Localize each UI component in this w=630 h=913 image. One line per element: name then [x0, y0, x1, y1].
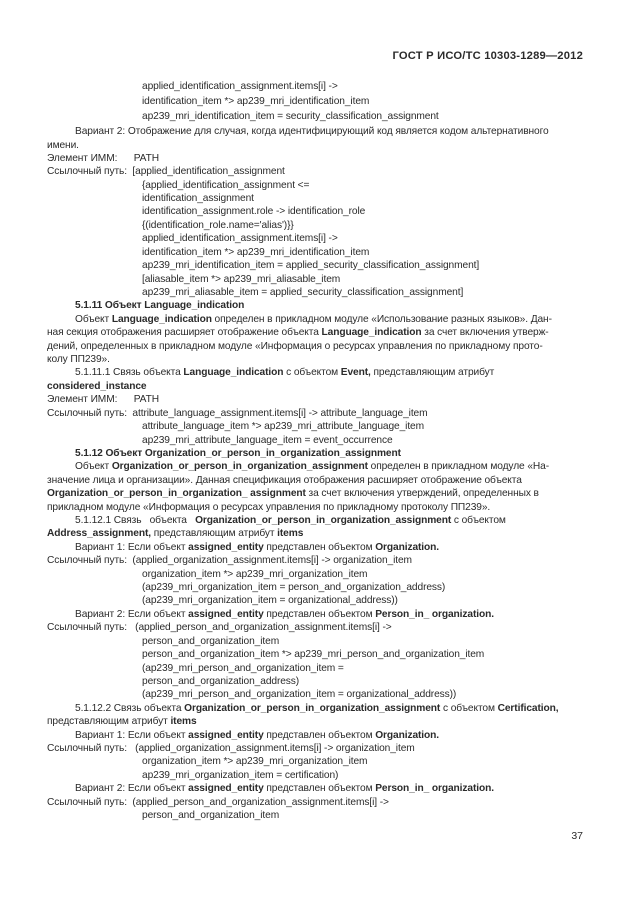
text-line: ap239_mri_aliasable_item = applied_security_classification_assignment] [142, 287, 464, 298]
text-line: Ссылочный путь: (applied_organization_assignment.items[i] -> organization_item [47, 743, 415, 754]
text-line: identification_item *> ap239_mri_identification_item [142, 247, 370, 258]
bold-term: assigned_entity [188, 783, 264, 794]
text-line: {(identification_role.name='alias')}} [142, 220, 294, 231]
text-line: 5.1.12.1 Связь объекта Organization_or_person_in_organization_assignment с объектом [75, 515, 506, 526]
bold-term: Language_indication [321, 327, 422, 338]
text-line: значение лица и организации». Данная спецификация отображения расширяет отображение объекта [47, 475, 522, 486]
text-line: person_and_organization_item [142, 636, 280, 647]
bold-term: items [170, 716, 197, 727]
text-line: прикладном модуле «Информация о ресурсах управления по прикладному протоколу ПП239». [47, 502, 491, 513]
text-line: (ap239_mri_organization_item = organizational_address)) [142, 595, 398, 606]
text-line: person_and_organization_item [142, 810, 280, 821]
text-line: [aliasable_item *> ap239_mri_aliasable_item [142, 274, 341, 285]
text-line: Элемент ИММ: PATH [47, 153, 159, 164]
text-line: 5.1.11.1 Связь объекта Language_indication с объектом Event, представляющим атрибут [75, 367, 495, 378]
text-line: person_and_organization_address) [142, 676, 300, 687]
text-line: organization_item *> ap239_mri_organization_item [142, 569, 368, 580]
text-line: Вариант 2: Если объект assigned_entity представлен объектом Person_in_ organization. [75, 783, 494, 794]
text-line: 5.1.12.2 Связь объекта Organization_or_person_in_organization_assignment с объектом Certification, [75, 703, 559, 714]
text-line: organization_item *> ap239_mri_organization_item [142, 756, 368, 767]
text-line: Объект Organization_or_person_in_organization_assignment определен в прикладном модуле «На- [75, 461, 550, 472]
bold-term: Address_assignment, [47, 528, 151, 539]
text-line: 5.1.11 Объект Language_indication [75, 300, 245, 311]
bold-term: Person_in_ organization. [375, 609, 494, 620]
text-line: applied_identification_assignment.items[i] -> [142, 81, 338, 92]
text-line: Ссылочный путь: (applied_person_and_organization_assignment.items[i] -> [47, 797, 389, 808]
text-line: Ссылочный путь: [applied_identification_assignment [47, 166, 285, 177]
bold-term: Organization_or_person_in_organization_assignment [184, 703, 441, 714]
text-line: Вариант 2: Отображение для случая, когда идентифицирующий код является кодом альтернативного [75, 126, 549, 137]
text-line: имени. [47, 140, 79, 151]
text-line: (ap239_mri_organization_item = person_and_organization_address) [142, 582, 446, 593]
bold-term: Organization. [375, 730, 440, 741]
text-line: представляющим атрибут items [47, 716, 197, 727]
text-line: дений, определенных в прикладном модуле «Информация о ресурсах управления по прикладному прото- [47, 341, 543, 352]
text-line: Вариант 1: Если объект assigned_entity представлен объектом Organization. [75, 542, 440, 553]
text-line: Ссылочный путь: (applied_person_and_organization_assignment.items[i] -> [47, 622, 392, 633]
standard-header: ГОСТ Р ИСО/ТС 10303-1289—2012 [392, 50, 583, 62]
bold-term: Organization. [375, 542, 440, 553]
text-line: Вариант 2: Если объект assigned_entity представлен объектом Person_in_ organization. [75, 609, 494, 620]
text-line: identification_assignment [142, 193, 254, 204]
text-line: Объект Language_indication определен в прикладном модуле «Использование разных языков». Дан- [75, 314, 552, 325]
bold-term: Person_in_ organization. [375, 783, 494, 794]
page-number: 37 [571, 830, 583, 842]
text-line: considered_instance [47, 381, 147, 392]
text-line: Organization_or_person_in_organization_ assignment за счет включения утверждений, определенных в [47, 488, 539, 499]
bold-term: Organization_or_person_in_organization_assignment [195, 515, 452, 526]
text-line: (ap239_mri_person_and_organization_item = organizational_address)) [142, 689, 457, 700]
text-line: Address_assignment, представляющим атрибут items [47, 528, 304, 539]
bold-term: Organization_or_person_in_organization_assignment [111, 461, 368, 472]
text-line: attribute_language_item *> ap239_mri_attribute_language_item [142, 421, 425, 432]
bold-term: items [277, 528, 304, 539]
bold-term: Language_indication [183, 367, 284, 378]
text-line: (ap239_mri_person_and_organization_item = [142, 663, 344, 674]
bold-term: Event, [340, 367, 371, 378]
text-line: Ссылочный путь: attribute_language_assignment.items[i] -> attribute_language_item [47, 408, 428, 419]
text-line: ap239_mri_identification_item = security_classification_assignment [142, 111, 439, 122]
bold-term: Organization_or_person_in_organization_ assignment [47, 488, 306, 499]
bold-term: assigned_entity [188, 730, 264, 741]
text-line: ная секция отображения расширяет отображение объекта Language_indication за счет включения утверж- [47, 327, 549, 338]
text-line: ap239_mri_attribute_language_item = event_occurrence [142, 435, 393, 446]
bold-term: Certification, [497, 703, 559, 714]
text-line: ap239_mri_identification_item = applied_security_classification_assignment] [142, 260, 480, 271]
text-line: Элемент ИММ: PATH [47, 394, 159, 405]
text-line: person_and_organization_item *> ap239_mri_person_and_organization_item [142, 649, 485, 660]
bold-term: assigned_entity [188, 609, 264, 620]
text-line: applied_identification_assignment.items[i] -> [142, 233, 338, 244]
text-line: Ссылочный путь: (applied_organization_assignment.items[i] -> organization_item [47, 555, 412, 566]
bold-term: assigned_entity [188, 542, 264, 553]
text-line: Вариант 1: Если объект assigned_entity представлен объектом Organization. [75, 730, 440, 741]
text-line: {applied_identification_assignment <= [142, 180, 310, 191]
text-line: 5.1.12 Объект Organization_or_person_in_organization_assignment [75, 448, 401, 459]
text-line: identification_item *> ap239_mri_identification_item [142, 96, 370, 107]
text-line: колу ПП239». [47, 354, 110, 365]
bold-term: Language_indication [111, 314, 212, 325]
text-line: ap239_mri_organization_item = certification) [142, 770, 339, 781]
text-line: identification_assignment.role -> identification_role [142, 206, 366, 217]
